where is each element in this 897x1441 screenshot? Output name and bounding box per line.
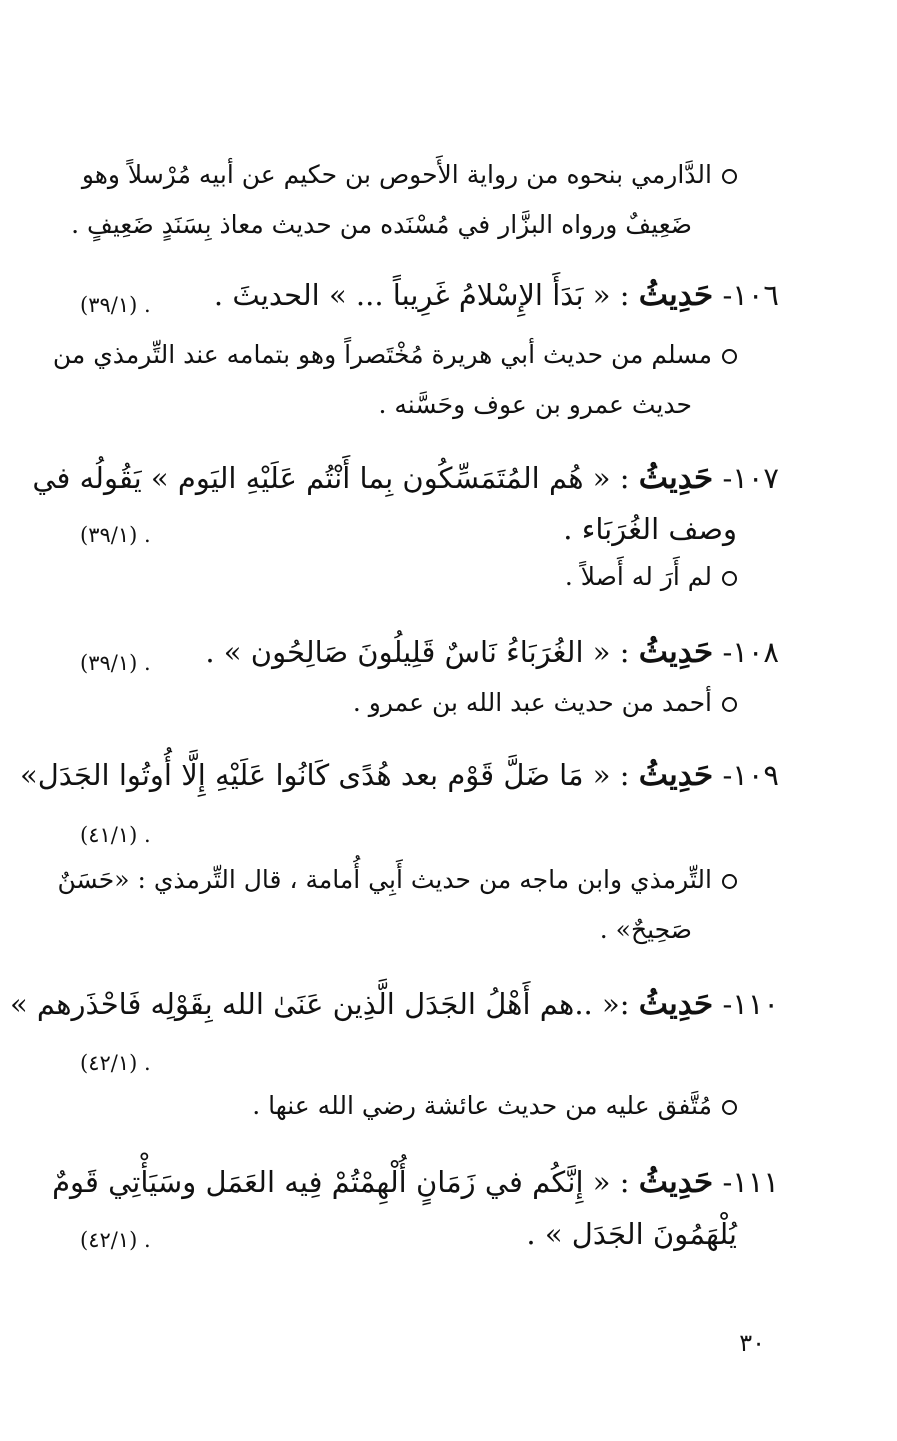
circle-bullet-icon bbox=[722, 169, 737, 184]
hadith-heading-107 bbox=[32, 459, 779, 499]
hadith-text: : « بَدَأَ الإِسْلامُ غَرِيباً ... » الحديثَ . bbox=[213, 278, 630, 312]
circle-bullet-icon bbox=[722, 874, 737, 889]
hadith-heading-109 bbox=[20, 756, 779, 796]
hadith-keyword: حَدِيثُ bbox=[638, 986, 714, 1022]
note-line: أحمد من حديث عبد الله بن عمرو . bbox=[353, 684, 737, 724]
hadith-heading-110 bbox=[10, 985, 779, 1025]
circle-bullet-icon bbox=[722, 349, 737, 364]
hadith-continuation: وصف الغُرَبَاء . bbox=[563, 512, 737, 546]
hadith-reference: (٣٩/١) . bbox=[80, 523, 151, 547]
hadith-text: : « هُم المُتَمَسِّكُون بِما أَنْتُم عَلَيْهِ اليَوم » يَقُولُه في bbox=[32, 461, 630, 495]
hadith-number: ١٠٧- bbox=[722, 461, 779, 495]
note-line: حديث عمرو بن عوف وحَسَّنه . bbox=[378, 390, 692, 419]
hadith-number: ١١١- bbox=[722, 1165, 779, 1199]
hadith-text: : « الغُرَبَاءُ نَاسٌ قَلِيلُونَ صَالِحُون » . bbox=[205, 635, 630, 669]
hadith-keyword: حَدِيثُ bbox=[638, 1164, 714, 1200]
hadith-number: ١٠٨- bbox=[722, 635, 779, 669]
circle-bullet-icon bbox=[722, 697, 737, 712]
hadith-reference: (٤٢/١) . bbox=[80, 1228, 151, 1252]
hadith-number: ١١٠- bbox=[722, 987, 779, 1021]
hadith-reference: (٤١/١) . bbox=[80, 823, 151, 847]
circle-bullet-icon bbox=[722, 1100, 737, 1115]
note-line: مسلم من حديث أبي هريرة مُخْتَصراً وهو بتمامه عند التِّرمذي من bbox=[53, 336, 737, 376]
hadith-continuation: يُلْهَمُونَ الجَدَل » . bbox=[526, 1217, 737, 1251]
circle-bullet-icon bbox=[722, 571, 737, 586]
note-line: التِّرمذي وابن ماجه من حديث أَبِي أُمامة ، قال التِّرمذي : «حَسَنٌ bbox=[57, 861, 737, 901]
hadith-keyword: حَدِيثُ bbox=[638, 460, 714, 496]
note-line: صَحِيحٌ» . bbox=[599, 915, 692, 944]
hadith-text: : « مَا ضَلَّ قَوْم بعد هُدًى كَانُوا عَلَيْهِ إِلَّا أُوتُوا الجَدَل» bbox=[19, 758, 630, 792]
note-line: مُتَّفق عليه من حديث عائشة رضي الله عنها . bbox=[252, 1087, 737, 1127]
hadith-reference: (٤٢/١) . bbox=[80, 1051, 151, 1075]
hadith-text: : « إِنَّكُم في زَمَانٍ أُلْهِمْتُمْ فِيه العَمَل وسَيَأْتِي قَومٌ bbox=[52, 1165, 630, 1199]
hadith-keyword: حَدِيثُ bbox=[638, 277, 714, 313]
hadith-heading-111 bbox=[52, 1163, 779, 1203]
note-line: الدَّارمي بنحوه من رواية الأَحوص بن حكيم عن أبيه مُرْسلاً وهو bbox=[82, 156, 737, 196]
hadith-heading-108 bbox=[205, 633, 779, 673]
hadith-number: ١٠٩- bbox=[722, 758, 779, 792]
hadith-reference: (٣٩/١) . bbox=[80, 293, 151, 317]
hadith-keyword: حَدِيثُ bbox=[638, 757, 714, 793]
hadith-number: ١٠٦- bbox=[722, 278, 779, 312]
note-line: ضَعِيفٌ ورواه البزَّار في مُسْنَده من حديث معاذ بِسَنَدٍ ضَعِيفٍ . bbox=[71, 210, 692, 239]
hadith-text: :« ..هم أَهْلُ الجَدَل الَّذِين عَنَىٰ الله بِقَوْلِه فَاحْذَرهم » bbox=[9, 987, 630, 1021]
note-line: لم أَرَ له أَصلاً . bbox=[565, 558, 737, 598]
hadith-keyword: حَدِيثُ bbox=[638, 634, 714, 670]
page-number: ٣٠ bbox=[739, 1329, 765, 1357]
hadith-reference: (٣٩/١) . bbox=[80, 651, 151, 675]
hadith-heading-106 bbox=[214, 276, 779, 316]
